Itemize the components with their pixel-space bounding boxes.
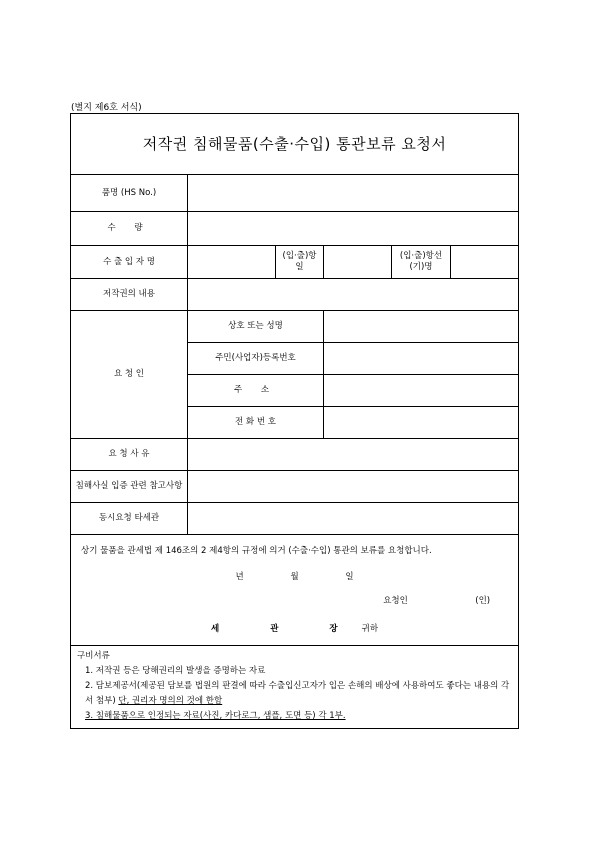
port-date-field[interactable] [324,246,392,279]
reason-field[interactable] [188,439,519,471]
requester-address-field[interactable] [324,375,519,407]
port-date-label: (입·출)항일 [276,246,324,279]
form-number: (별지 제6호 서식) [71,103,142,113]
attachment-item: 3. 침해물품으로 인정되는 자료(사진, 카다로그, 샘플, 도면 등) 각 1부. [85,711,346,721]
addressee-suffix: 귀하 [361,624,379,634]
infringement-proof-label: 침해사실 입증 관련 참고사항 [71,471,188,503]
quantity-field[interactable] [188,212,519,246]
requester-label: 요 청 인 [71,311,188,439]
form-title: 저작권 침해물품(수출·수입) 통관보류 요청서 [71,114,519,175]
request-form-table [70,113,519,729]
requester-address-label: 주 소 [188,375,324,407]
attachments-heading: 구비서류 [77,651,110,661]
seal-mark: (인) [475,596,491,606]
attachments-section [71,646,519,729]
statement-text: 상기 물품을 관세법 제 146조의 2 제4항의 규정에 의거 (수출·수입) 통관의 보류를 요청합니다. [81,546,432,556]
copyright-content-field[interactable] [188,279,519,311]
year-label: 년 [235,572,244,582]
quantity-label: 수 량 [71,212,188,246]
requester-name-field[interactable] [324,311,519,343]
simultaneous-customs-field[interactable] [188,503,519,535]
date-line [81,567,508,587]
attachment-item [77,679,512,709]
day-label: 일 [345,572,354,582]
requester-reg-no-field[interactable] [324,343,519,375]
attachment-item-text: 2. 담보제공서(제공된 담보를 법원의 판결에 따라 수출입신고자가 입은 손해의 배상에 사용하여도 좋다는 내용의 각서 첨부) [85,681,510,706]
attachment-item: 1. 저작권 등은 당해권리의 발생을 증명하는 자료 [85,666,266,676]
month-label: 월 [290,572,299,582]
exporter-importer-label: 수 출 입 자 명 [71,246,188,279]
requester-sign-label: 요청인 [383,596,408,606]
requester-reg-no-label: 주민(사업자)등록번호 [188,343,324,375]
vessel-name-field[interactable] [451,246,519,279]
requester-name-label: 상호 또는 성명 [188,311,324,343]
item-name-label: 품명 (HS No.) [71,175,188,212]
requester-phone-field[interactable] [324,407,519,439]
infringement-proof-field[interactable] [188,471,519,503]
signature-line [81,591,508,611]
copyright-content-label: 저작권의 내용 [71,279,188,311]
simultaneous-customs-label: 동시요청 타세관 [71,503,188,535]
item-name-field[interactable] [188,175,519,212]
addressee [81,619,508,639]
exporter-importer-field[interactable] [188,246,276,279]
customs-chief-label: 세 관 장 [211,624,362,634]
vessel-name-label: (입·출)항선(기)명 [392,246,451,279]
requester-phone-label: 전 화 번 호 [188,407,324,439]
attachment-item-note: 단, 권리자 명의의 것에 한함 [118,696,223,706]
reason-label: 요 청 사 유 [71,439,188,471]
request-statement [71,535,519,646]
